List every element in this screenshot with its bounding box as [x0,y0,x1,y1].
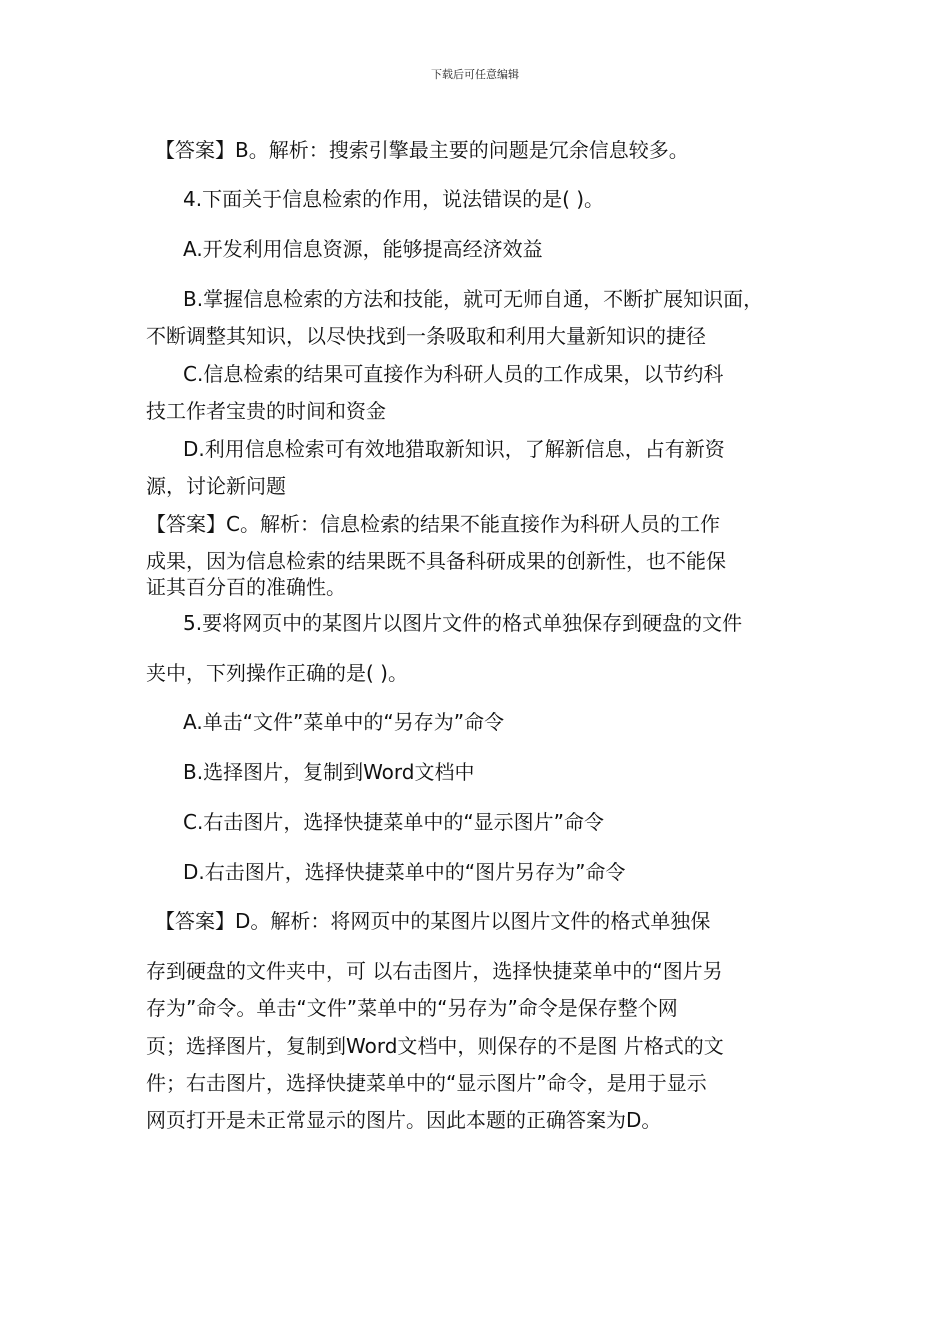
q4-option-b-line1: B.掌握信息检索的方法和技能，就可无师自通，不断扩展知识面， [183,287,764,311]
answer-q5-line5: 件；右击图片，选择快捷菜单中的“显示图片”命令，是用于显示 [146,1071,707,1095]
answer-q5-line1: 【答案】D。解析：将网页中的某图片以图片文件的格式单独保 [155,909,711,933]
question-5-line1: 5.要将网页中的某图片以图片文件的格式单独保存到硬盘的文件 [183,611,743,635]
q4-option-b-line2: 不断调整其知识，以尽快找到一条吸取和利用大量新知识的捷径 [146,324,706,348]
answer-q3: 【答案】B。解析：搜索引擎最主要的问题是冗余信息较多。 [155,138,689,162]
question-5-line2: 夹中，下列操作正确的是( )。 [146,661,408,685]
q5-option-a: A.单击“文件”菜单中的“另存为”命令 [183,710,505,734]
page-header: 下载后可任意编辑 [431,68,519,81]
answer-q4-line1: 【答案】C。解析：信息检索的结果不能直接作为科研人员的工作 [146,512,720,536]
q5-option-d: D.右击图片，选择快捷菜单中的“图片另存为”命令 [183,860,626,884]
answer-q5-line2: 存到硬盘的文件夹中，可 以右击图片，选择快捷菜单中的“图片另 [146,959,723,983]
q4-option-d-line2: 源，讨论新问题 [146,474,286,498]
answer-q4-line3: 证其百分百的准确性。 [146,575,346,599]
q5-option-b: B.选择图片，复制到Word文档中 [183,760,475,784]
answer-q5-line6: 网页打开是未正常显示的图片。因此本题的正确答案为D。 [146,1108,662,1132]
answer-q5-line4: 页；选择图片，复制到Word文档中，则保存的不是图 片格式的文 [146,1034,724,1058]
q5-option-c: C.右击图片，选择快捷菜单中的“显示图片”命令 [183,810,605,834]
q4-option-c-line1: C.信息检索的结果可直接作为科研人员的工作成果，以节约科 [183,362,724,386]
q4-option-a: A.开发利用信息资源，能够提高经济效益 [183,237,543,261]
q4-option-c-line2: 技工作者宝贵的时间和资金 [146,399,386,423]
answer-q4-line2: 成果，因为信息检索的结果既不具备科研成果的创新性，也不能保 [146,549,726,573]
question-4: 4.下面关于信息检索的作用，说法错误的是( )。 [183,187,605,211]
q4-option-d-line1: D.利用信息检索可有效地猎取新知识，了解新信息，占有新资 [183,437,725,461]
answer-q5-line3: 存为”命令。单击“文件”菜单中的“另存为”命令是保存整个网 [146,996,678,1020]
